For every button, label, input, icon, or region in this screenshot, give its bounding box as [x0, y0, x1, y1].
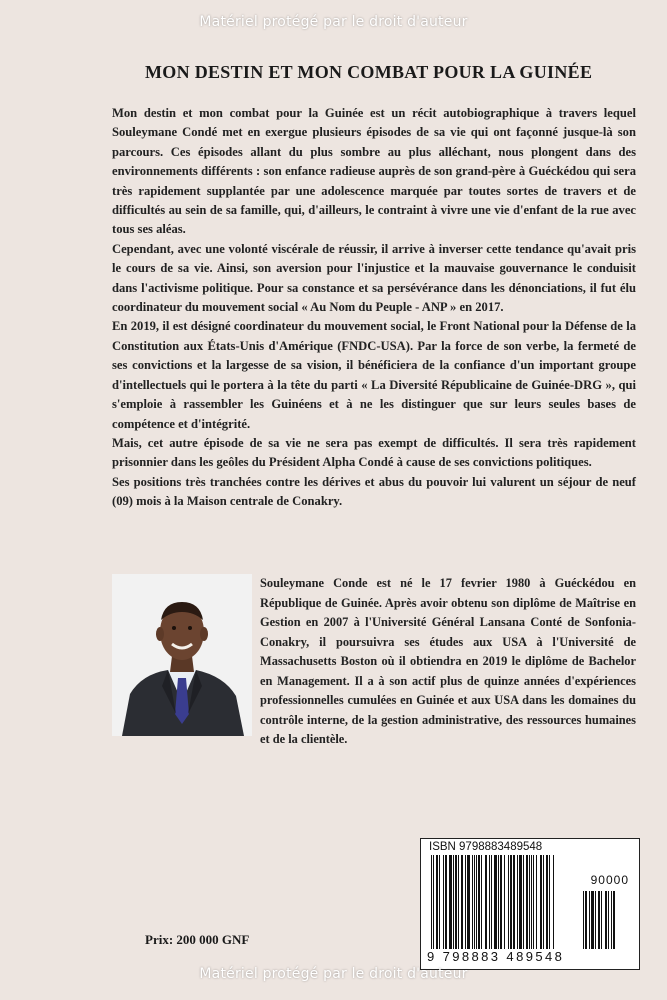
barcode-bars-icon [425, 855, 575, 949]
back-cover-blurb [112, 104, 636, 512]
isbn-label: ISBN 9798883489548 [429, 841, 543, 853]
copyright-watermark-bottom: Matériel protégé par le droit d'auteur [199, 966, 468, 982]
book-title: MON DESTIN ET MON COMBAT POUR LA GUINÉE [145, 62, 593, 82]
copyright-watermark-top: Matériel protégé par le droit d'auteur [199, 14, 468, 30]
author-photo [112, 574, 252, 736]
price-code: 90000 [590, 873, 629, 887]
addon-barcode-icon [581, 891, 633, 949]
blurb-paragraph: Mais, cet autre épisode de sa vie ne sera pas exempt de difficultés. Il sera très rapidement prisonnier dans les geôles du Président Alpha Condé à cause de ses convictions politiques. [112, 435, 636, 470]
author-portrait-icon [112, 574, 252, 736]
book-price: Prix: 200 000 GNF [145, 932, 250, 947]
isbn-barcode [420, 838, 640, 970]
blurb-paragraph: Mon destin et mon combat pour la Guinée est un récit autobiographique à travers lequel Souleymane Condé met en exergue plusieurs épisodes de sa vie qui ont façonné jusque-là son parcours. Ces épisodes allant du plus sombre au plus alléchant, nous plongent dans des environnements différents : son enfance radieuse auprès de son grand-père à Guéckédou qui sera très rapidement supplantée par une adolescence marquée par toutes sortes de travers et de difficultés au sein de sa famille, qui, d'ailleurs, le contraint à vivre une vie d'enfant de la rue avec tous ses aléas. [112, 106, 636, 237]
blurb-paragraph: En 2019, il est désigné coordinateur du mouvement social, le Front National pour la Défense de la Constitution aux États-Unis d'Amérique (FNDC-USA). Par la force de son verbe, la fermeté de ses convictions et la largesse de sa vision, il bénéficiera de la confiance d'un important groupe d'intellectuels qui le portera à la tête du parti « La Diversité Républicaine de Guinée-DRG », qui s'emploie à rassembler les Guinéens et à ne les distinguer que sur leurs seules bases de compétence et d'intégrité. [112, 319, 636, 431]
author-bio: Souleymane Conde est né le 17 fevrier 1980 à Guéckédou en République de Guinée. Après avoir obtenu son diplôme de Maîtrise en Gestion en 2007 à l'Université Général Lansana Conté de Sonfonia-Conakry, il poursuivra ses études aux USA à l'Université de Massachusetts Boston où il obtiendra en 2019 le diplôme de Bachelor en Management. Il a à son actif plus de quinze années d'expériences professionnelles cumulées en Guinée et aux USA dans les domaines du contrôle interne, de la gestion administrative, des ressources humaines et de la clientèle. [260, 576, 636, 746]
blurb-paragraph: Cependant, avec une volonté viscérale de réussir, il arrive à inverser cette tendance qu'avait pris le cours de sa vie. Ainsi, son aversion pour l'injustice et la mauvaise gouvernance le conduisit dans l'activisme politique. Pour sa constance et sa persévérance dans les dénonciations, il fut élu coordinateur du mouvement social « Au Nom du Peuple - ANP » en 2017. [112, 241, 636, 315]
blurb-paragraph: Ses positions très tranchées contre les dérives et abus du pouvoir lui valurent un séjour de neuf (09) mois à la Maison centrale de Conakry. [112, 474, 636, 509]
isbn-digits: 9 798883 489548 [427, 949, 565, 964]
